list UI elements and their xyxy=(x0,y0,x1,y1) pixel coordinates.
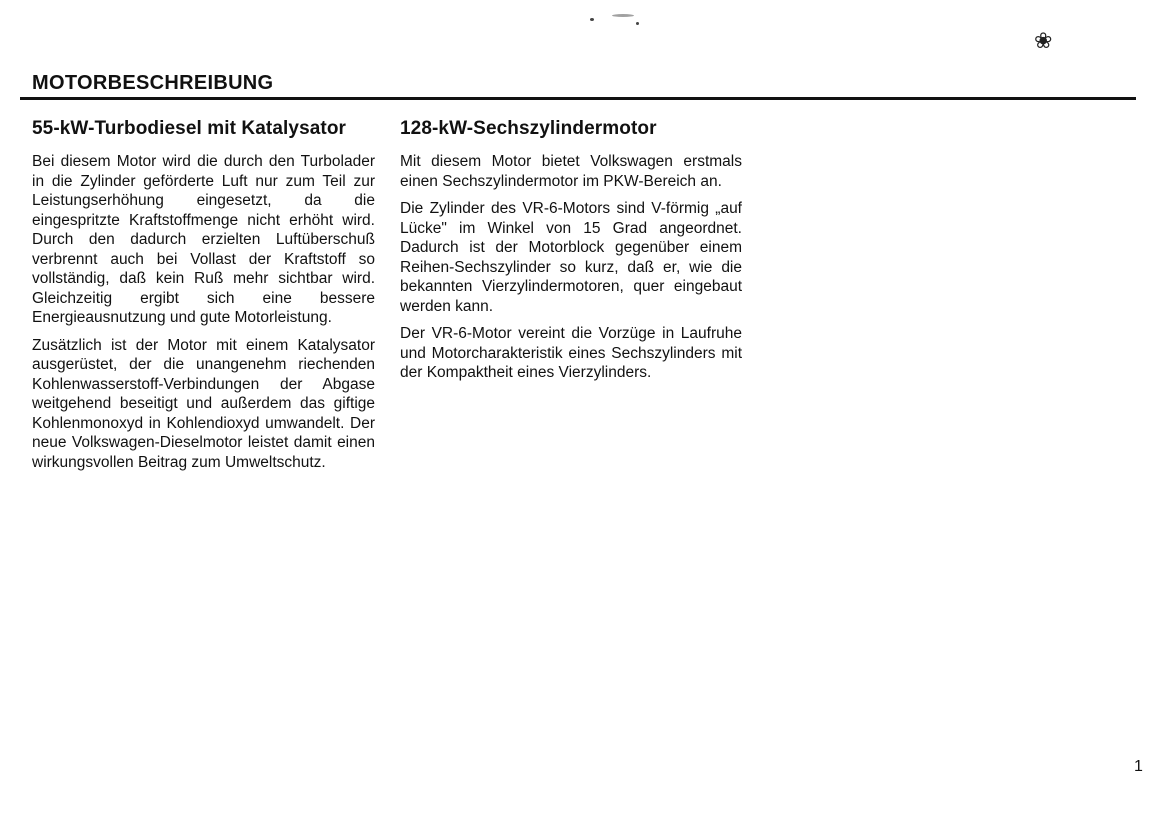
left-column xyxy=(32,118,375,480)
right-column xyxy=(400,118,742,391)
paragraph: Der VR-6-Motor vereint die Vorzüge in Laufruhe und Motorcharakteristik eines Sechszylinders mit der Kompaktheit eines Vierzylinders. xyxy=(400,325,742,381)
scan-speck xyxy=(590,18,594,21)
paragraph: Zusätzlich ist der Motor mit einem Katalysator ausgerüstet, der die unangenehm riechenden Kohlenwasserstoff-Verbindungen der Abgase weitgehend beseitigt und außerdem das giftige Kohlenmonoxyd in Kohlendioxyd umwandelt. Der neue Volkswagen-Dieselmotor leistet damit einen wirkungsvollen Beitrag zum Umweltschutz. xyxy=(32,336,375,471)
section-heading-sechszylinder: 128-kW-Sechszylindermotor xyxy=(400,118,657,139)
paragraph: Mit diesem Motor bietet Volkswagen erstmals einen Sechszylindermotor im PKW-Bereich an. xyxy=(400,153,742,190)
scan-speck xyxy=(636,22,639,25)
paragraph: Bei diesem Motor wird die durch den Turbolader in die Zylinder geförderte Luft nur zum Teil zur Leistungserhöhung eingesetzt, da die eingespritzte Kraftstoffmenge nicht erhöht wird. Durch den dadurch erzielten Luftüberschuß verbrennt auch bei Vollast der Kraftstoff so vollständig, daß kein Ruß mehr sichtbar wird. Gleichzeitig ergibt sich eine bessere Energieausnutzung und gute Motorleistung. xyxy=(32,153,375,326)
scan-artifact-icon: ❀ xyxy=(1034,28,1053,53)
page-title: MOTORBESCHREIBUNG xyxy=(32,72,274,94)
scan-speck xyxy=(612,14,634,17)
section-heading-turbodiesel: 55-kW-Turbodiesel mit Katalysator xyxy=(32,118,347,139)
paragraph: Die Zylinder des VR-6-Motors sind V-förmig „auf Lücke" im Winkel von 15 Grad angeordnet. Dadurch ist der Motorblock gegenüber einem Reihen-Sechszylinder so kurz, daß er, wie die bekannten Vierzylindermotoren, quer eingebaut werden kann. xyxy=(400,200,742,315)
header-divider xyxy=(20,97,1136,100)
page-number: 1 xyxy=(1134,758,1143,775)
